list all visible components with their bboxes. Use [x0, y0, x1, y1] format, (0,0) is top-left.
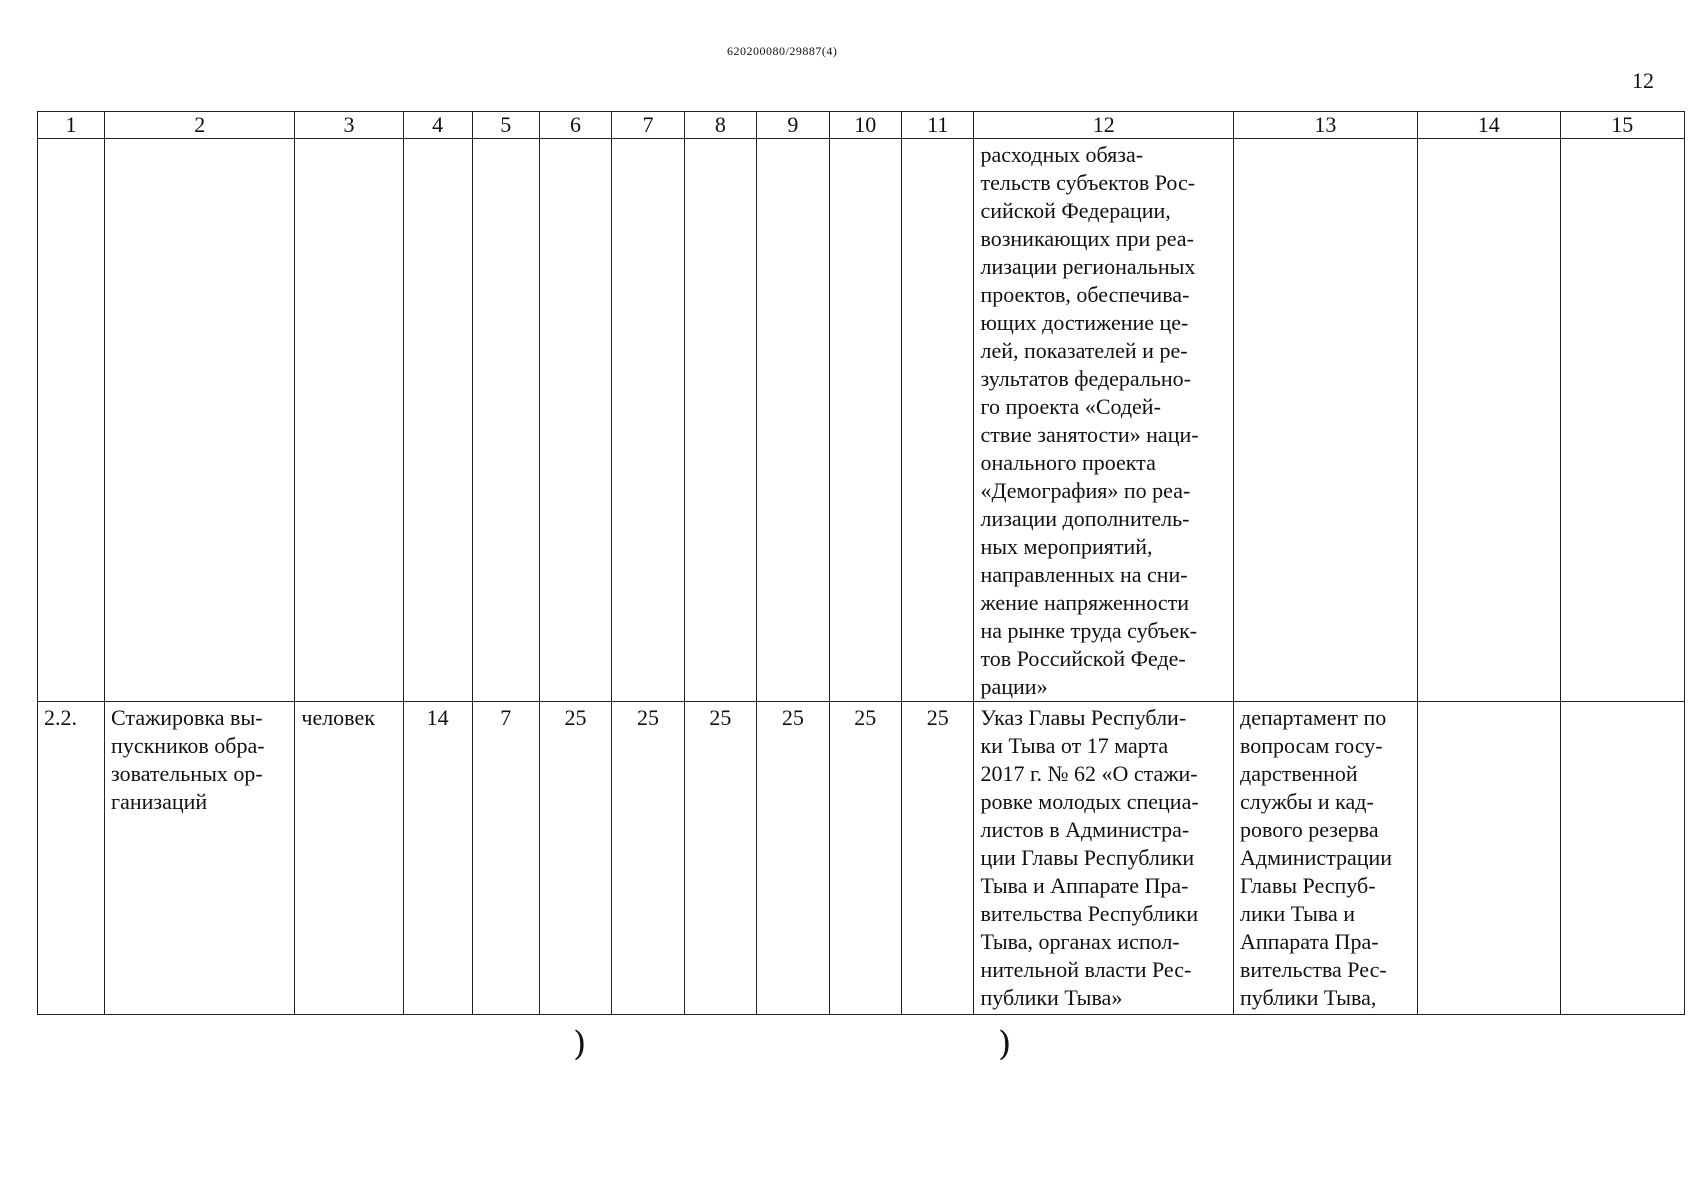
table-cell [1417, 139, 1560, 702]
table-row-continuation [38, 139, 1685, 702]
column-header: 3 [295, 112, 403, 139]
text-line: ции Главы Республики [980, 845, 1195, 870]
table-cell [539, 139, 611, 702]
text-line: Тыва и Аппарате Пра- [980, 873, 1189, 898]
text-line: нительной власти Рес- [980, 957, 1192, 982]
text-line: лей, показателей и ре- [980, 338, 1188, 363]
text-line: лики Тыва и [1240, 901, 1355, 926]
text-line: вительства Республики [980, 901, 1199, 926]
value-cell: 25 [539, 702, 611, 1015]
text-line: го проекта «Содей- [980, 394, 1161, 419]
text-line: расходных обяза- [980, 142, 1144, 167]
table-cell [1560, 702, 1684, 1015]
value-cell: 7 [472, 702, 539, 1015]
table-cell [472, 139, 539, 702]
table-cell [105, 139, 295, 702]
value-cell: 25 [829, 702, 901, 1015]
column-header: 10 [829, 112, 901, 139]
text-line: на рынке труда субъек- [980, 618, 1198, 643]
page-number: 12 [1632, 68, 1654, 93]
table-cell [295, 139, 403, 702]
column-header: 9 [757, 112, 829, 139]
column-header: 11 [902, 112, 974, 139]
value-cell: 25 [902, 702, 974, 1015]
text-line: ствие занятости» наци- [980, 422, 1199, 447]
text-line: ющих достижение це- [980, 310, 1189, 335]
text-line: рации» [980, 674, 1048, 699]
text-line: сийской Федерации, [980, 198, 1171, 223]
table-cell [403, 139, 472, 702]
scan-mark: ) [998, 1024, 1012, 1064]
text-line: тов Российской Феде- [980, 646, 1186, 671]
text-line: проектов, обеспечива- [980, 282, 1190, 307]
value-cell: 25 [757, 702, 829, 1015]
table-cell [612, 139, 684, 702]
table-cell [684, 139, 756, 702]
table-cell [757, 139, 829, 702]
text-line: пускников обра- [111, 733, 265, 758]
text-line: Тыва, органах испол- [980, 929, 1180, 954]
column-header: 6 [539, 112, 611, 139]
text-line: департамент по [1240, 705, 1387, 730]
text-line: жение напряженности [980, 590, 1190, 615]
activity-name [105, 702, 295, 1015]
scan-mark: ) [573, 1024, 587, 1064]
text-line: вопросам госу- [1240, 733, 1383, 758]
value-cell: 25 [612, 702, 684, 1015]
text-line: публики Тыва, [1240, 985, 1377, 1010]
text-line: публики Тыва» [980, 985, 1123, 1010]
text-line: 2017 г. № 62 «О стажи- [980, 761, 1198, 786]
text-line: ровке молодых специа- [980, 789, 1199, 814]
column-header: 2 [105, 112, 295, 139]
table-row-2-2 [38, 702, 1685, 1015]
legal-basis-cell [974, 702, 1234, 1015]
table-cell [1234, 139, 1418, 702]
column-header: 1 [38, 112, 105, 139]
text-line: «Демография» по реа- [980, 478, 1191, 503]
document-id: 620200080/29887(4) [727, 44, 838, 58]
header-row [38, 112, 1685, 139]
column-header: 14 [1417, 112, 1560, 139]
column-header: 12 [974, 112, 1234, 139]
text-line: онального проекта [980, 450, 1156, 475]
table-cell [38, 139, 105, 702]
table-cell [829, 139, 901, 702]
text-line: ганизаций [111, 789, 208, 814]
text-line: направленных на сни- [980, 562, 1188, 587]
table-cell [902, 139, 974, 702]
text-line: Аппарата Пра- [1240, 929, 1379, 954]
legal-basis-continuation [974, 139, 1234, 702]
row-number: 2.2. [38, 702, 105, 1015]
data-table [37, 111, 1685, 1015]
text-line: тельств субъектов Рос- [980, 170, 1196, 195]
column-header: 5 [472, 112, 539, 139]
responsible-cell [1234, 702, 1418, 1015]
text-line: вительства Рес- [1240, 957, 1387, 982]
text-line: листов в Администра- [980, 817, 1190, 842]
text-line: зультатов федерально- [980, 366, 1191, 391]
text-line: Стажировка вы- [111, 705, 263, 730]
text-line: лизации дополнитель- [980, 506, 1190, 531]
value-cell: 14 [403, 702, 472, 1015]
text-line: службы и кад- [1240, 789, 1374, 814]
unit-cell: человек [295, 702, 403, 1015]
text-line: рового резерва [1240, 817, 1379, 842]
table-cell [1560, 139, 1684, 702]
text-line: Главы Респуб- [1240, 873, 1376, 898]
text-line: ных мероприятий, [980, 534, 1153, 559]
column-header: 15 [1560, 112, 1684, 139]
text-line: дарственной [1240, 761, 1358, 786]
column-header: 7 [612, 112, 684, 139]
text-line: возникающих при реа- [980, 226, 1194, 251]
column-header: 13 [1234, 112, 1418, 139]
text-line: Администрации [1240, 845, 1393, 870]
column-header: 4 [403, 112, 472, 139]
value-cell: 25 [684, 702, 756, 1015]
text-line: лизации региональных [980, 254, 1196, 279]
text-line: ки Тыва от 17 марта [980, 733, 1169, 758]
table-cell [1417, 702, 1560, 1015]
column-header: 8 [684, 112, 756, 139]
text-line: зовательных ор- [111, 761, 263, 786]
text-line: Указ Главы Республи- [980, 705, 1187, 730]
